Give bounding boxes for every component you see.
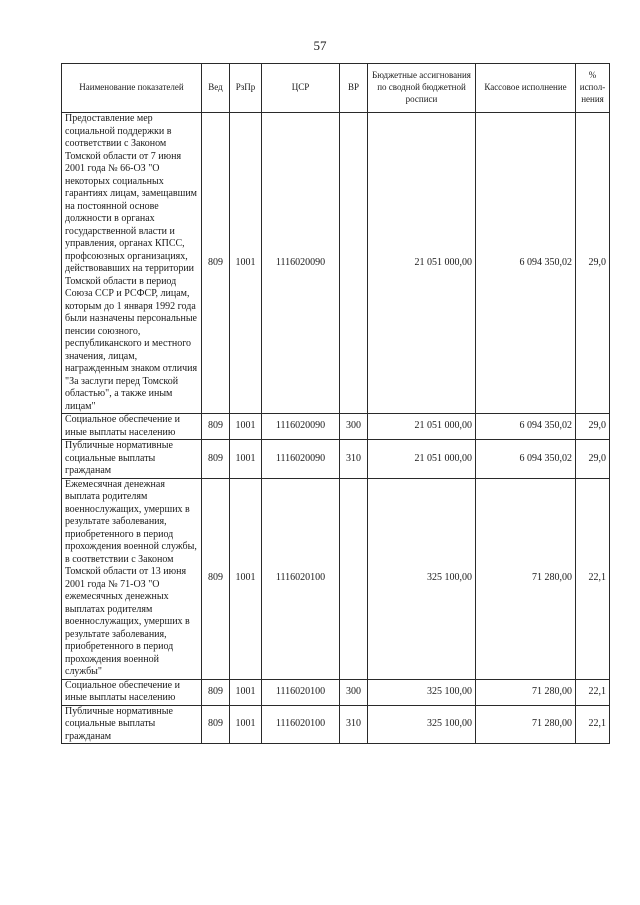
cell-csr: 1116020090 bbox=[262, 113, 340, 414]
cell-percent: 22,1 bbox=[576, 679, 610, 705]
cell-ved: 809 bbox=[202, 113, 230, 414]
cell-rzpr: 1001 bbox=[230, 440, 262, 479]
cell-csr: 1116020100 bbox=[262, 478, 340, 679]
table-row bbox=[62, 705, 610, 744]
cell-csr: 1116020090 bbox=[262, 414, 340, 440]
header-csr: ЦСР bbox=[262, 64, 340, 113]
cell-cash: 71 280,00 bbox=[476, 705, 576, 744]
table-header bbox=[62, 64, 610, 113]
cell-rzpr: 1001 bbox=[230, 478, 262, 679]
cell-ved: 809 bbox=[202, 440, 230, 479]
cell-name: Ежемесячная денежная выплата родителям военнослужащих, умерших в результате заболевания, приобретенного в период прохождения военной службы, в соответствии с Законом Томской области от 13 июня 2001 года № 71-ОЗ "О ежемесячных денежных выплатах родителям военнослужащих, умерших в результате заболевания, приобретенного в период прохождения военной службы" bbox=[62, 478, 202, 679]
cell-vr bbox=[340, 113, 368, 414]
table-row bbox=[62, 440, 610, 479]
cell-cash: 71 280,00 bbox=[476, 478, 576, 679]
header-ved: Вед bbox=[202, 64, 230, 113]
cell-vr: 300 bbox=[340, 679, 368, 705]
cell-percent: 22,1 bbox=[576, 478, 610, 679]
cell-vr: 310 bbox=[340, 705, 368, 744]
cell-rzpr: 1001 bbox=[230, 113, 262, 414]
header-cash: Кассовое исполнение bbox=[476, 64, 576, 113]
cell-percent: 29,0 bbox=[576, 440, 610, 479]
cell-budget: 325 100,00 bbox=[368, 679, 476, 705]
cell-budget: 21 051 000,00 bbox=[368, 440, 476, 479]
cell-budget: 325 100,00 bbox=[368, 705, 476, 744]
cell-budget: 21 051 000,00 bbox=[368, 113, 476, 414]
cell-vr bbox=[340, 478, 368, 679]
cell-budget: 325 100,00 bbox=[368, 478, 476, 679]
table-row bbox=[62, 679, 610, 705]
cell-name: Социальное обеспечение и иные выплаты населению bbox=[62, 679, 202, 705]
cell-cash: 6 094 350,02 bbox=[476, 440, 576, 479]
cell-ved: 809 bbox=[202, 705, 230, 744]
cell-percent: 29,0 bbox=[576, 414, 610, 440]
cell-cash: 6 094 350,02 bbox=[476, 414, 576, 440]
budget-execution-table bbox=[61, 63, 610, 744]
cell-percent: 22,1 bbox=[576, 705, 610, 744]
cell-rzpr: 1001 bbox=[230, 414, 262, 440]
cell-ved: 809 bbox=[202, 679, 230, 705]
header-row bbox=[62, 64, 610, 113]
cell-csr: 1116020090 bbox=[262, 440, 340, 479]
header-budget: Бюджетные ассигнования по сводной бюджетной росписи bbox=[368, 64, 476, 113]
header-percent: % испол-нения bbox=[576, 64, 610, 113]
cell-ved: 809 bbox=[202, 414, 230, 440]
cell-vr: 310 bbox=[340, 440, 368, 479]
header-vr: ВР bbox=[340, 64, 368, 113]
table-row bbox=[62, 414, 610, 440]
table-row bbox=[62, 478, 610, 679]
cell-budget: 21 051 000,00 bbox=[368, 414, 476, 440]
cell-name: Социальное обеспечение и иные выплаты населению bbox=[62, 414, 202, 440]
cell-csr: 1116020100 bbox=[262, 705, 340, 744]
header-name: Наименование показателей bbox=[62, 64, 202, 113]
cell-name: Публичные нормативные социальные выплаты гражданам bbox=[62, 440, 202, 479]
cell-name: Предоставление мер социальной поддержки в соответствии с Законом Томской области от 7 июня 2001 года № 66-ОЗ "О некоторых социальных гарантиях лицам, замещавшим на постоянной основе должности в органах государственной власти и управления, органах КПСС, профсоюзных организациях, действовавших на территории Томской области в период Союза ССР и РСФСР, лицам, которым до 1 января 1992 года были назначены персональные пенсии союзного, республиканского и местного значения, лицам, награжденным знаком отличия "За заслуги перед Томской областью", а также иным лицам" bbox=[62, 113, 202, 414]
table-body bbox=[62, 113, 610, 744]
cell-name: Публичные нормативные социальные выплаты гражданам bbox=[62, 705, 202, 744]
table-row bbox=[62, 113, 610, 414]
cell-csr: 1116020100 bbox=[262, 679, 340, 705]
cell-rzpr: 1001 bbox=[230, 705, 262, 744]
cell-cash: 71 280,00 bbox=[476, 679, 576, 705]
cell-cash: 6 094 350,02 bbox=[476, 113, 576, 414]
page-number: 57 bbox=[313, 38, 327, 53]
cell-rzpr: 1001 bbox=[230, 679, 262, 705]
cell-vr: 300 bbox=[340, 414, 368, 440]
cell-ved: 809 bbox=[202, 478, 230, 679]
cell-percent: 29,0 bbox=[576, 113, 610, 414]
header-rzpr: РзПр bbox=[230, 64, 262, 113]
